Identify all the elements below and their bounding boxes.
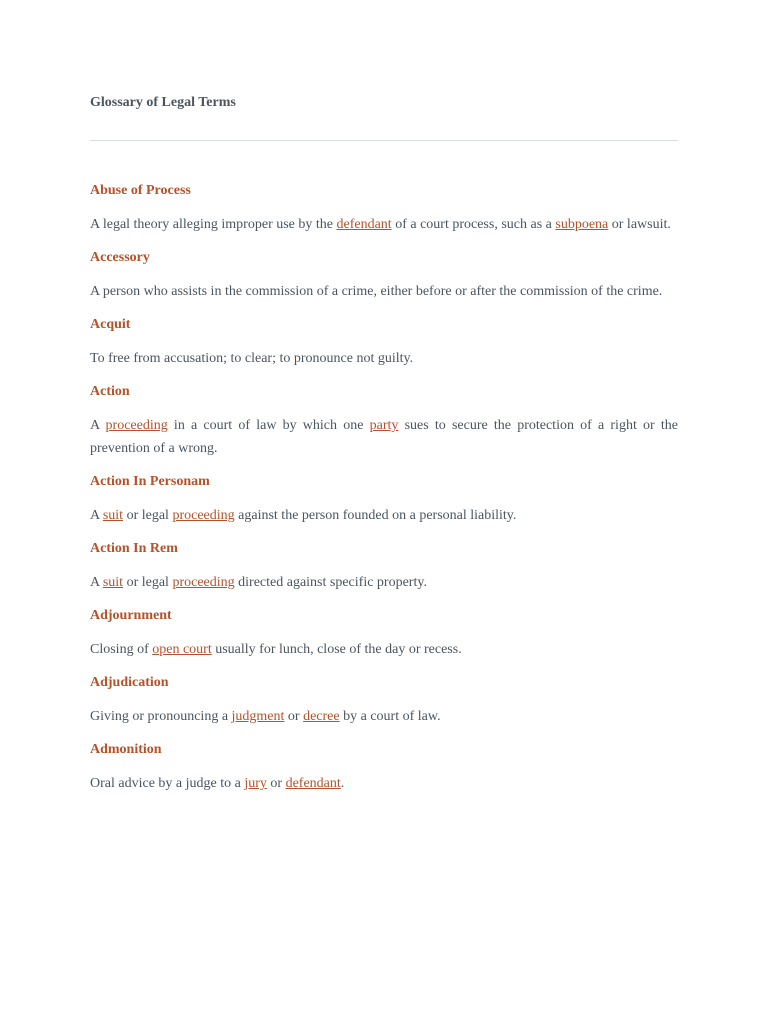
definition-text: A bbox=[90, 418, 106, 433]
glossary-entry bbox=[90, 181, 678, 236]
definition-text: A bbox=[90, 575, 103, 590]
glossary-definition bbox=[90, 638, 678, 661]
glossary-link[interactable]: defendant bbox=[336, 217, 392, 232]
title-divider bbox=[90, 140, 678, 141]
glossary-term: Accessory bbox=[90, 250, 150, 265]
glossary-term: Action bbox=[90, 384, 130, 399]
glossary-entry bbox=[90, 673, 678, 728]
glossary-link[interactable]: subpoena bbox=[555, 217, 609, 232]
glossary-link[interactable]: party bbox=[369, 418, 399, 433]
definition-text: . bbox=[340, 776, 345, 791]
glossary-link[interactable]: defendant bbox=[285, 776, 341, 791]
glossary-link[interactable]: decree bbox=[303, 709, 340, 724]
glossary-term: Admonition bbox=[90, 742, 162, 757]
definition-text: Oral advice by a judge to a bbox=[90, 776, 245, 791]
glossary-link[interactable]: proceeding bbox=[172, 508, 235, 523]
glossary-link[interactable]: suit bbox=[102, 575, 124, 590]
definition-text: or legal bbox=[123, 575, 173, 590]
glossary-definition bbox=[90, 213, 678, 236]
definition-text: sues to secure the protection of a right or the prevention of a wrong. bbox=[90, 418, 678, 456]
definition-text: A person who assists in the commission of a crime, either before or after the commission of the crime. bbox=[90, 284, 663, 299]
glossary-term: Adjournment bbox=[90, 608, 172, 623]
definition-text: or bbox=[266, 776, 286, 791]
glossary-entry bbox=[90, 382, 678, 460]
glossary-entry bbox=[90, 315, 678, 370]
glossary-entries bbox=[90, 181, 678, 807]
glossary-definition bbox=[90, 772, 678, 795]
glossary-definition bbox=[90, 504, 678, 527]
glossary-definition bbox=[90, 280, 678, 303]
glossary-link[interactable]: judgment bbox=[231, 709, 285, 724]
definition-text: To free from accusation; to clear; to pronounce not guilty. bbox=[90, 351, 414, 366]
definition-text: or bbox=[284, 709, 304, 724]
definition-text: or lawsuit. bbox=[608, 217, 671, 232]
glossary-term: Abuse of Process bbox=[90, 183, 191, 198]
glossary-link[interactable]: jury bbox=[244, 776, 267, 791]
glossary-link[interactable]: suit bbox=[102, 508, 124, 523]
definition-text: against the person founded on a personal liability. bbox=[234, 508, 517, 523]
glossary-entry bbox=[90, 539, 678, 594]
definition-text: usually for lunch, close of the day or recess. bbox=[211, 642, 462, 657]
glossary-entry bbox=[90, 606, 678, 661]
glossary-entry bbox=[90, 472, 678, 527]
definition-text: Giving or pronouncing a bbox=[90, 709, 232, 724]
glossary-term: Acquit bbox=[90, 317, 131, 332]
glossary-link[interactable]: proceeding bbox=[105, 418, 168, 433]
glossary-entry bbox=[90, 248, 678, 303]
glossary-definition bbox=[90, 571, 678, 594]
document-title: Glossary of Legal Terms bbox=[90, 95, 236, 110]
glossary-definition bbox=[90, 347, 678, 370]
glossary-definition bbox=[90, 414, 678, 460]
definition-text: in a court of law by which one bbox=[167, 418, 370, 433]
glossary-term: Action In Personam bbox=[90, 474, 210, 489]
glossary-definition bbox=[90, 705, 678, 728]
definition-text: or legal bbox=[123, 508, 173, 523]
glossary-link[interactable]: proceeding bbox=[172, 575, 235, 590]
glossary-term: Adjudication bbox=[90, 675, 169, 690]
definition-text: by a court of law. bbox=[339, 709, 441, 724]
definition-text: A bbox=[90, 508, 103, 523]
glossary-link[interactable]: open court bbox=[152, 642, 212, 657]
glossary-term: Action In Rem bbox=[90, 541, 178, 556]
definition-text: of a court process, such as a bbox=[391, 217, 556, 232]
definition-text: Closing of bbox=[90, 642, 153, 657]
definition-text: directed against specific property. bbox=[234, 575, 427, 590]
glossary-entry bbox=[90, 740, 678, 795]
definition-text: A legal theory alleging improper use by the bbox=[90, 217, 337, 232]
